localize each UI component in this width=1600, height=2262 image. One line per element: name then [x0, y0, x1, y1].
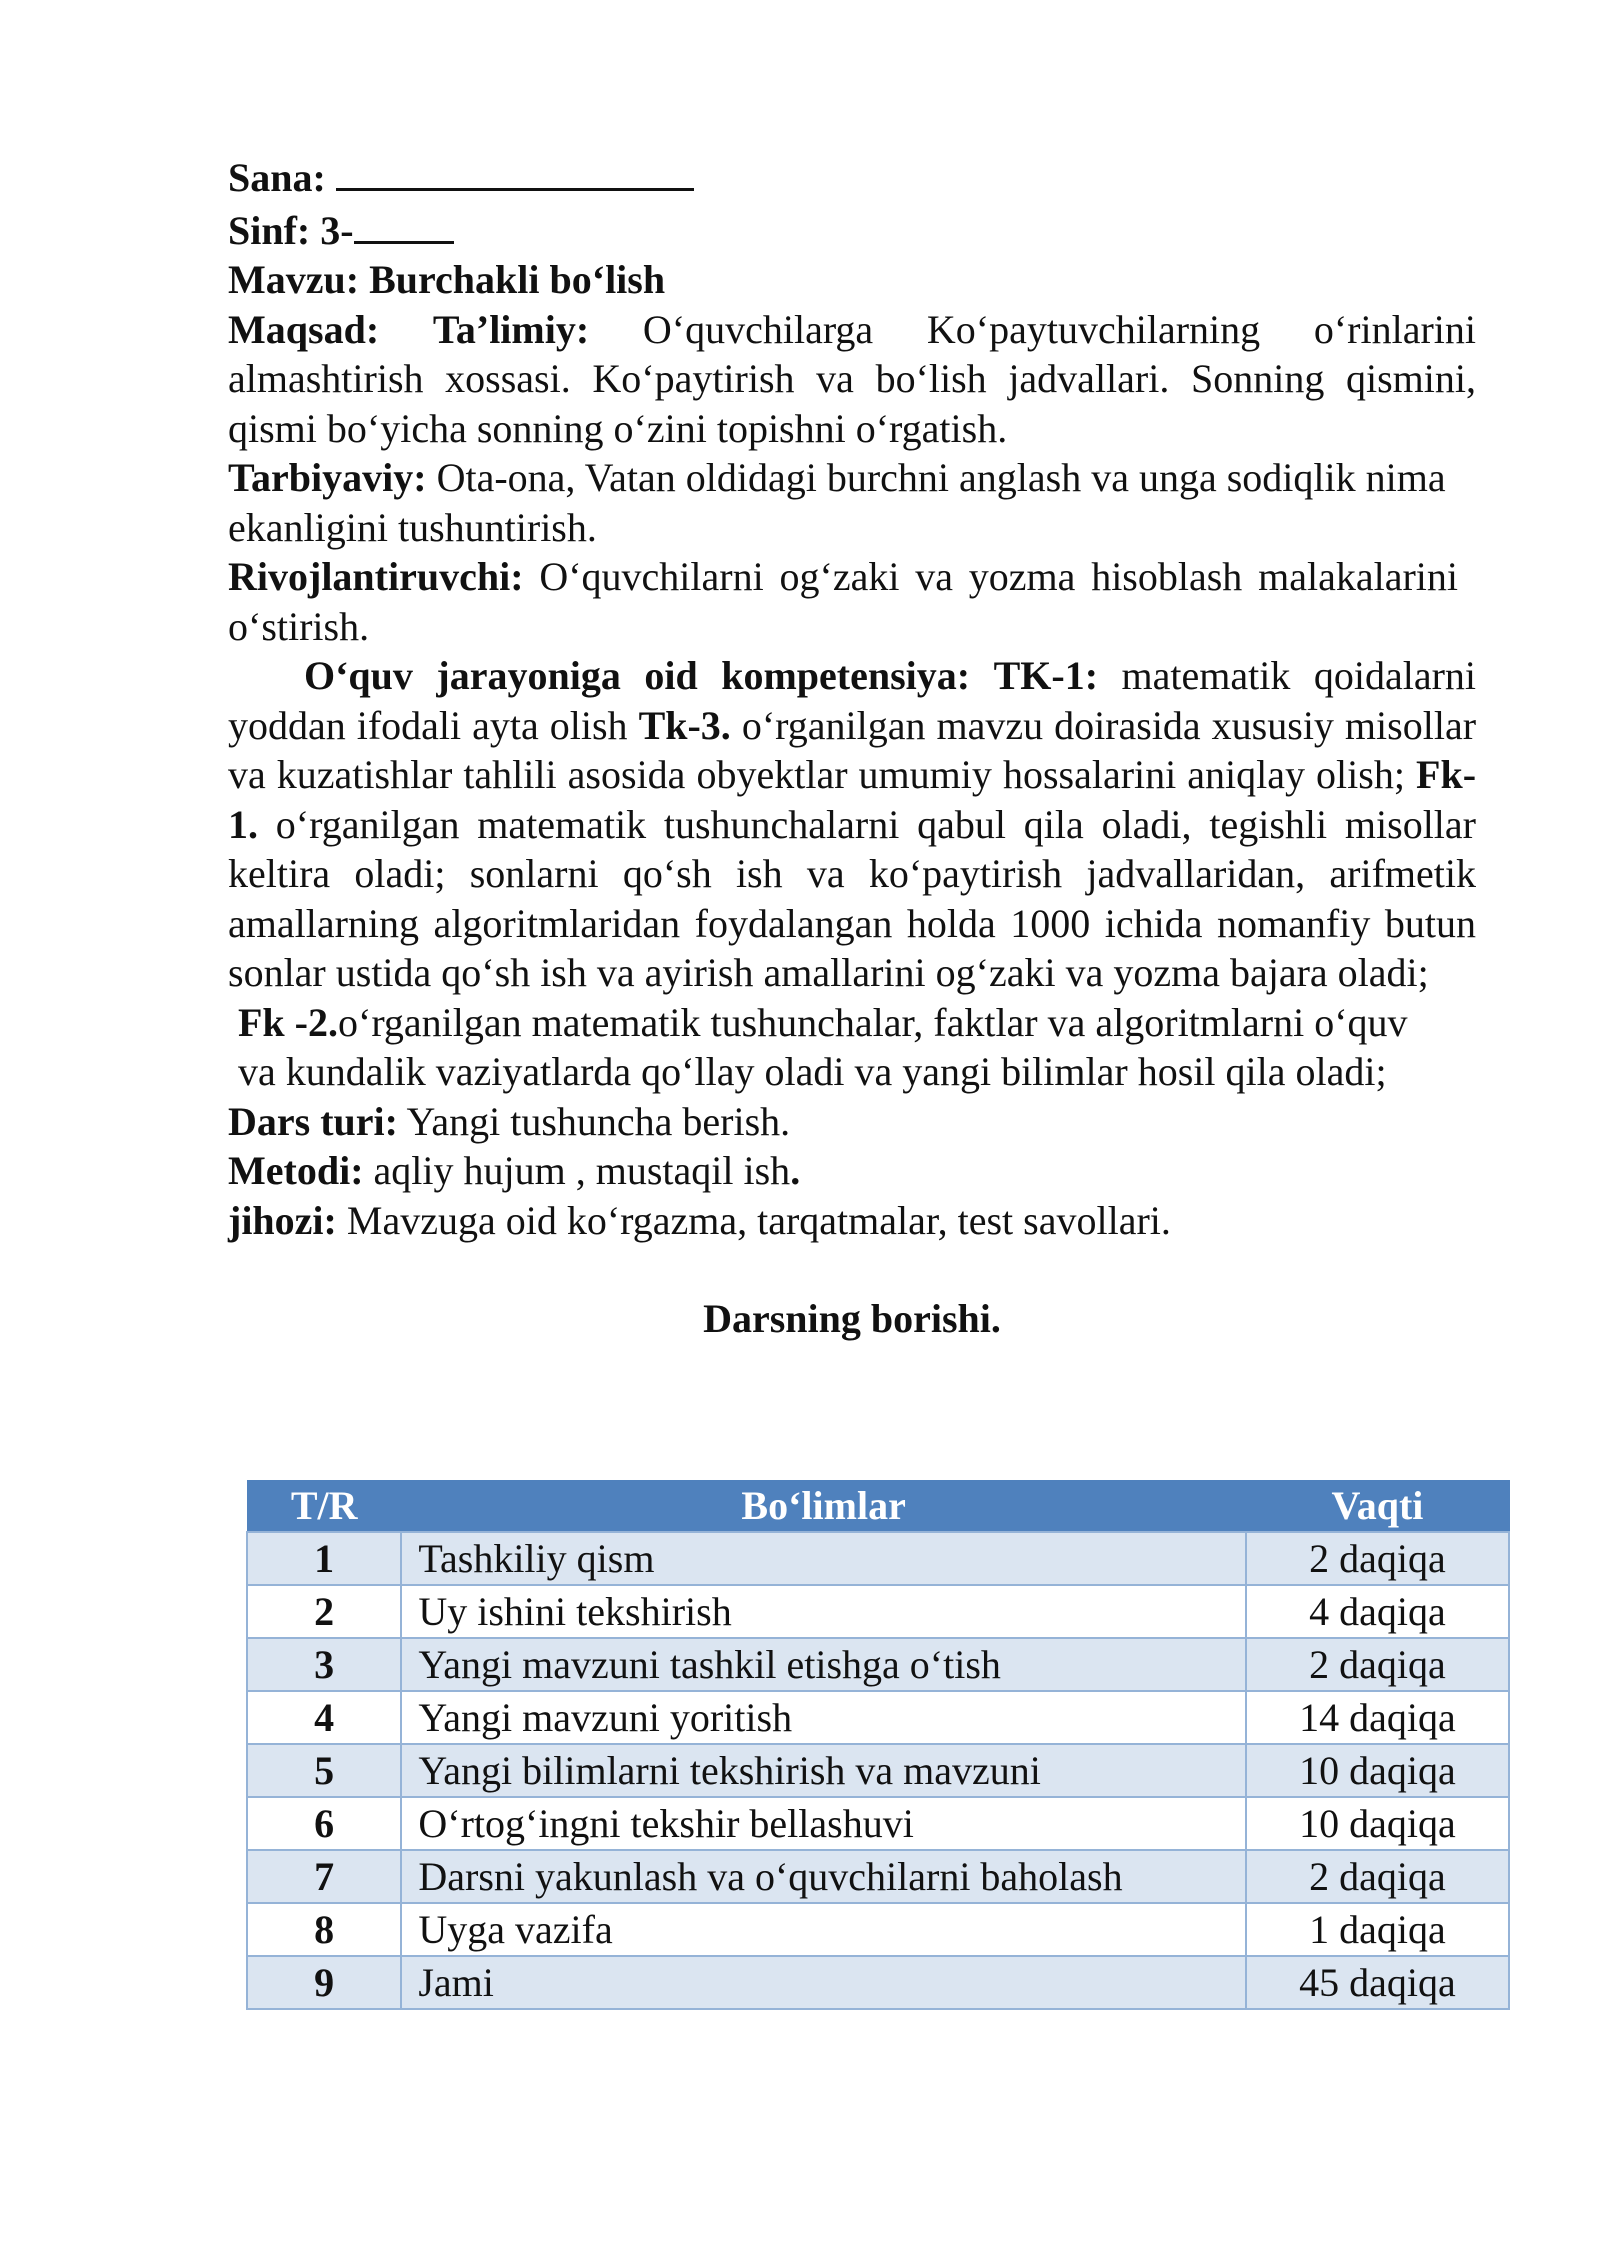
row-section: Uyga vazifa — [401, 1903, 1246, 1956]
class-label: Sinf: 3- — [228, 207, 354, 253]
tk1-text: matematik qoidalarni yoddan ifodali ayta olish — [228, 653, 1477, 748]
row-number: 5 — [247, 1744, 401, 1797]
competency-label: O‘quv jarayoniga oid kompetensiya: — [304, 653, 971, 698]
table-row — [247, 1532, 1509, 1585]
row-time: 2 daqiqa — [1246, 1638, 1509, 1691]
table-row — [247, 1638, 1509, 1691]
educational-text: O‘quvchilarga Ko‘paytuvchilarning o‘rinlarini almashtirish xossasi. Ko‘paytirish va bo‘lish jadvallari. Sonning qismini, qismi bo‘yicha sonning o‘zini topishni o‘rgatish. — [228, 306, 1477, 451]
lesson-type-text: Yangi tushuncha berish. — [406, 1098, 791, 1144]
lesson-type-label: Dars turi: — [228, 1098, 398, 1144]
row-number: 1 — [247, 1532, 401, 1585]
row-section: Yangi mavzuni tashkil etishga o‘tish — [401, 1638, 1246, 1691]
lesson-plan-body — [228, 150, 1476, 1344]
row-number: 8 — [247, 1903, 401, 1956]
header-time: Vaqti — [1246, 1481, 1509, 1533]
table-row — [247, 1797, 1509, 1850]
header-number: T/R — [247, 1481, 401, 1533]
class-line — [228, 203, 1476, 256]
method-label: Metodi: — [228, 1148, 364, 1193]
fk2-label: Fk -2. — [238, 999, 338, 1045]
row-section: Jami — [401, 1956, 1246, 2009]
date-label: Sana: — [228, 155, 326, 200]
table-header-row — [247, 1481, 1509, 1533]
row-number: 2 — [247, 1585, 401, 1638]
tk3-label: Tk-3. — [638, 702, 731, 748]
tk1-label: TK-1: — [993, 653, 1099, 698]
goal-developmental — [228, 552, 1458, 651]
tk3-text: o‘rganilgan mavzu doirasida xususiy misollar va kuzatishlar tahlili asosida obyektlar umumiy hossalarini aniqlay olish; — [228, 702, 1477, 797]
row-time: 2 daqiqa — [1246, 1532, 1509, 1585]
fk1-label: Fk-1. — [228, 752, 1477, 847]
method-line — [228, 1146, 1476, 1196]
lesson-type-line — [228, 1097, 1476, 1147]
equipment-label: jihozi: — [228, 1197, 337, 1243]
competency-paragraph — [228, 651, 1476, 998]
table-row — [247, 1691, 1509, 1744]
date-blank — [336, 150, 694, 191]
row-section: Uy ishini tekshirish — [401, 1585, 1246, 1638]
goal-upbringing — [228, 453, 1476, 552]
row-section: Yangi mavzuni yoritish — [401, 1691, 1246, 1744]
row-time: 1 daqiqa — [1246, 1903, 1509, 1956]
lesson-schedule-table — [246, 1480, 1510, 2010]
row-time: 14 daqiqa — [1246, 1691, 1509, 1744]
row-number: 3 — [247, 1638, 401, 1691]
table-row — [247, 1956, 1509, 2009]
fk1-text: o‘rganilgan matematik tushunchalarni qabul qila oladi, tegishli misollar keltira oladi; sonlarni qo‘sh ish va ko‘paytirish jadvallaridan, arifmetik amallarning algoritmlaridan foydalangan holda 1000 ichida nomanfiy butun sonlar ustida qo‘sh ish va ayirish amallarini og‘zaki va yozma bajara oladi; — [228, 801, 1476, 995]
row-number: 9 — [247, 1956, 401, 2009]
topic-line: Mavzu: Burchakli bo‘lish — [228, 257, 666, 302]
row-section: Darsni yakunlash va o‘quvchilarni baholash — [401, 1850, 1246, 1903]
row-number: 7 — [247, 1850, 401, 1903]
date-line — [228, 150, 1476, 203]
upbringing-label: Tarbiyaviy: — [228, 455, 427, 500]
table-row — [247, 1585, 1509, 1638]
fk2-paragraph — [228, 998, 1438, 1097]
row-number: 4 — [247, 1691, 401, 1744]
table-row — [247, 1744, 1509, 1797]
developmental-text: O‘quvchilarni og‘zaki va yozma hisoblash malakalarini o‘stirish. — [228, 554, 1458, 649]
equipment-text: Mavzuga oid ko‘rgazma, tarqatmalar, test savollari. — [346, 1197, 1171, 1243]
row-time: 4 daqiqa — [1246, 1585, 1509, 1638]
section-heading: Darsning borishi. — [703, 1296, 1001, 1341]
row-section: Tashkiliy qism — [401, 1532, 1246, 1585]
developmental-label: Rivojlantiruvchi: — [228, 554, 524, 599]
goal-educational — [228, 305, 1476, 454]
row-time: 10 daqiqa — [1246, 1744, 1509, 1797]
table-row — [247, 1903, 1509, 1956]
educational-label: Ta’limiy: — [432, 306, 590, 352]
row-section: O‘rtog‘ingni tekshir bellashuvi — [401, 1797, 1246, 1850]
row-section: Yangi bilimlarni tekshirish va mavzuni — [401, 1744, 1246, 1797]
row-time: 10 daqiqa — [1246, 1797, 1509, 1850]
class-blank — [354, 203, 454, 244]
upbringing-text: Ota-ona, Vatan oldidagi burchni anglash va unga sodiqlik nima ekanligini tushuntirish. — [228, 455, 1446, 550]
row-number: 6 — [247, 1797, 401, 1850]
fk2-text: o‘rganilgan matematik tushunchalar, faktlar va algoritmlarni o‘quv va kundalik vaziyatlarda qo‘llay oladi va yangi bilimlar hosil qila oladi; — [238, 999, 1408, 1094]
row-time: 2 daqiqa — [1246, 1850, 1509, 1903]
goal-label: Maqsad: — [228, 306, 380, 352]
equipment-line — [228, 1196, 1476, 1246]
method-end: . — [790, 1148, 801, 1193]
table-row — [247, 1850, 1509, 1903]
row-time: 45 daqiqa — [1246, 1956, 1509, 2009]
method-text: aqliy hujum , mustaqil ish — [373, 1148, 791, 1193]
header-sections: Bo‘limlar — [401, 1481, 1246, 1533]
